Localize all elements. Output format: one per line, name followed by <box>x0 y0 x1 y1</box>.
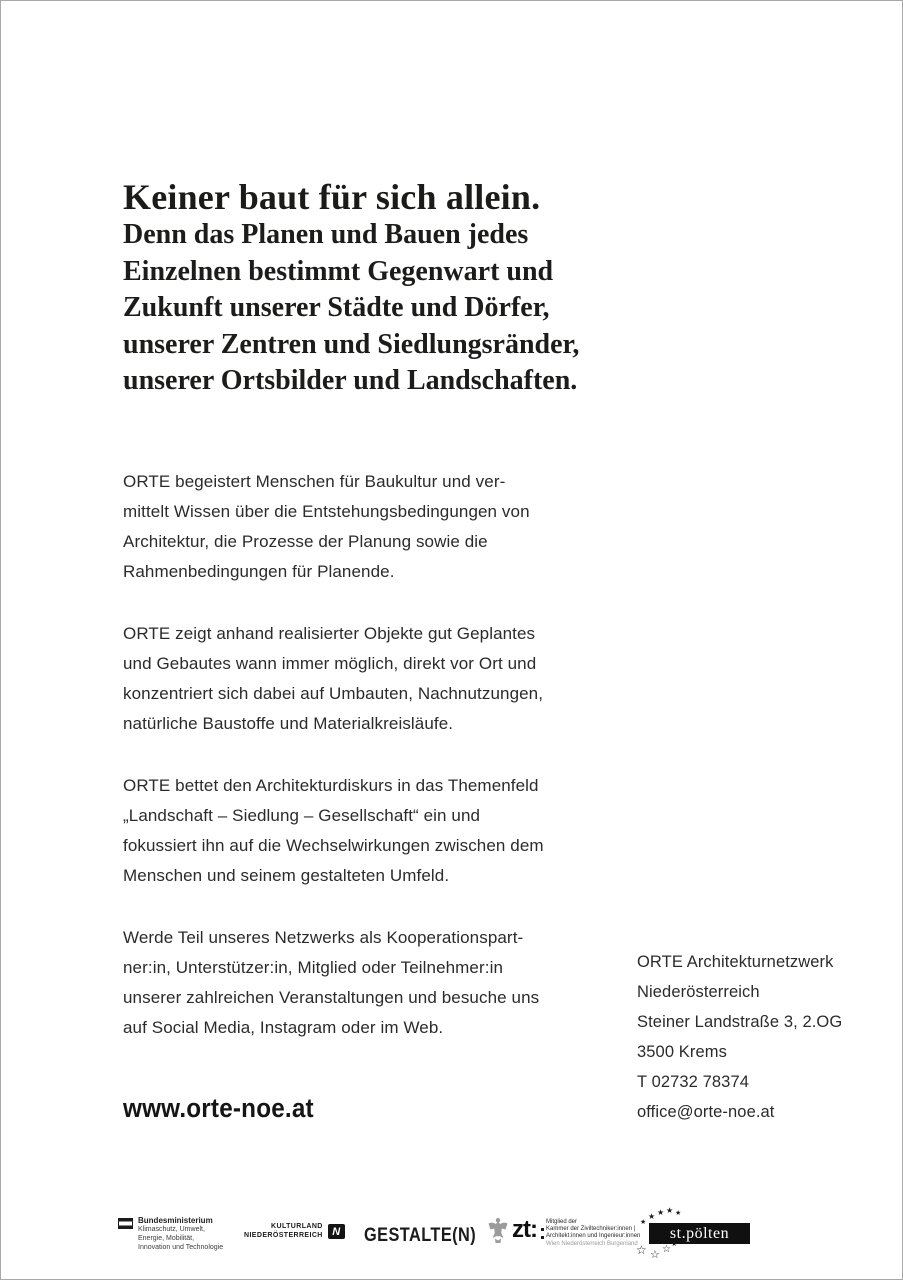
lead-line: Zukunft unserer Städte und Dörfer, <box>123 292 550 323</box>
contact-line: Steiner Landstraße 3, 2.OG <box>637 1013 843 1031</box>
paragraph-line: fokussiert ihn auf die Wechselwirkungen zwischen dem <box>123 836 544 855</box>
kulturland-line: NIEDERÖSTERREICH <box>244 1231 323 1239</box>
paragraph-line: Architektur, die Prozesse der Planung sowie die <box>123 532 488 551</box>
contact-line: office@orte-noe.at <box>637 1103 775 1121</box>
paragraph-line: ORTE begeistert Menschen für Baukultur und ver- <box>123 472 506 491</box>
paragraph-line: ORTE bettet den Architekturdiskurs in das Themenfeld <box>123 776 539 795</box>
zt-wordmark: zt: <box>512 1216 537 1243</box>
kulturland-label <box>244 1223 323 1240</box>
logo-st-poelten <box>634 1207 764 1267</box>
logo-kulturland-niederoesterreich <box>244 1223 345 1240</box>
paragraph-line: Menschen und seinem gestalteten Umfeld. <box>123 866 450 885</box>
paragraph-line: unserer zahlreichen Veranstaltungen und besuche uns <box>123 988 540 1007</box>
paragraph-line: ner:in, Unterstützer:in, Mitglied oder Teilnehmer:in <box>123 958 504 977</box>
zt-line-3: Architekt:innen und Ingenieur:innen <box>545 1233 641 1240</box>
zt-line-1: Mitglied der <box>545 1219 577 1225</box>
body-paragraph-orte-begeistert <box>123 467 703 587</box>
lead-line: Einzelnen bestimmt Gegenwart und <box>123 255 554 287</box>
paragraph-line: natürliche Baustoffe und Materialkreisläufe. <box>123 714 454 733</box>
paragraph-line: konzentriert sich dabei auf Umbauten, Nachnutzungen, <box>123 684 544 703</box>
kulturland-line: KULTURLAND <box>271 1223 323 1230</box>
contact-line: T 02732 78374 <box>637 1073 750 1091</box>
star-icon: ★ <box>640 1218 647 1226</box>
star-icon: ★ <box>648 1212 656 1221</box>
logo-zt-kammer <box>488 1214 640 1248</box>
star-icon: ★ <box>657 1208 665 1217</box>
star-icon: ★ <box>666 1206 674 1215</box>
austria-flag-icon <box>118 1218 133 1229</box>
st-poelten-bar <box>649 1223 750 1244</box>
zt-line-2: Kammer der Ziviltechniker:innen | <box>545 1226 636 1233</box>
star-outline-icon: ☆ <box>650 1248 660 1261</box>
paragraph-line: „Landschaft – Siedlung – Gesellschaft“ ein und <box>123 806 481 825</box>
eagle-crest-icon <box>488 1217 508 1245</box>
bundesministerium-title: Bundesministerium <box>138 1216 213 1225</box>
paragraph-line: und Gebautes wann immer möglich, direkt vor Ort und <box>123 654 537 673</box>
lead-line: unserer Zentren und Siedlungsränder, <box>123 328 580 360</box>
contact-line: ORTE Architekturnetzwerk <box>637 953 834 971</box>
zt-region-line: Wien Niederösterreich Burgenland <box>545 1240 638 1247</box>
star-icon: ★ <box>675 1209 682 1217</box>
contact-block <box>637 947 877 1127</box>
paragraph-line: mittelt Wissen über die Entstehungsbedingungen von <box>123 502 530 521</box>
logo-gestalten: GESTALTE(N) <box>364 1225 477 1246</box>
square-bullet-icon <box>541 1236 544 1239</box>
star-outline-icon: ☆ <box>662 1244 671 1255</box>
kulturland-n-icon: N <box>328 1224 345 1239</box>
bundesministerium-departments <box>138 1226 223 1252</box>
logo-bundesministerium <box>118 1216 248 1252</box>
zt-membership-text <box>541 1219 640 1248</box>
lead-paragraph <box>123 217 723 400</box>
square-bullet-icon <box>541 1228 544 1231</box>
body-paragraph-orte-bettet <box>123 771 703 891</box>
paragraph-line: auf Social Media, Instagram oder im Web. <box>123 1018 444 1037</box>
website-url: www.orte-noe.at <box>123 1093 314 1123</box>
star-outline-icon: ☆ <box>636 1243 647 1257</box>
body-paragraph-werde-teil <box>123 923 703 1043</box>
paragraph-line: Rahmenbedingungen für Planende. <box>123 562 395 581</box>
body-paragraph-orte-zeigt <box>123 619 703 739</box>
paragraph-line: ORTE zeigt anhand realisierter Objekte gut Geplantes <box>123 624 536 643</box>
star-icon: ★ <box>671 1240 678 1248</box>
contact-line: 3500 Krems <box>637 1043 727 1061</box>
bundesministerium-line: Energie, Mobilität, <box>138 1234 195 1242</box>
lead-line: Denn das Planen und Bauen jedes <box>123 219 529 250</box>
st-poelten-label: st.pölten <box>669 1224 730 1242</box>
page-title: Keiner baut für sich allein. <box>123 177 541 218</box>
bundesministerium-line: Innovation und Technologie <box>138 1243 224 1251</box>
bundesministerium-line: Klimaschutz, Umwelt, <box>138 1226 205 1233</box>
lead-line: unserer Ortsbilder und Landschaften. <box>123 365 578 396</box>
paragraph-line: Werde Teil unseres Netzwerks als Kooperationspart- <box>123 928 524 947</box>
contact-line: Niederösterreich <box>637 983 760 1001</box>
